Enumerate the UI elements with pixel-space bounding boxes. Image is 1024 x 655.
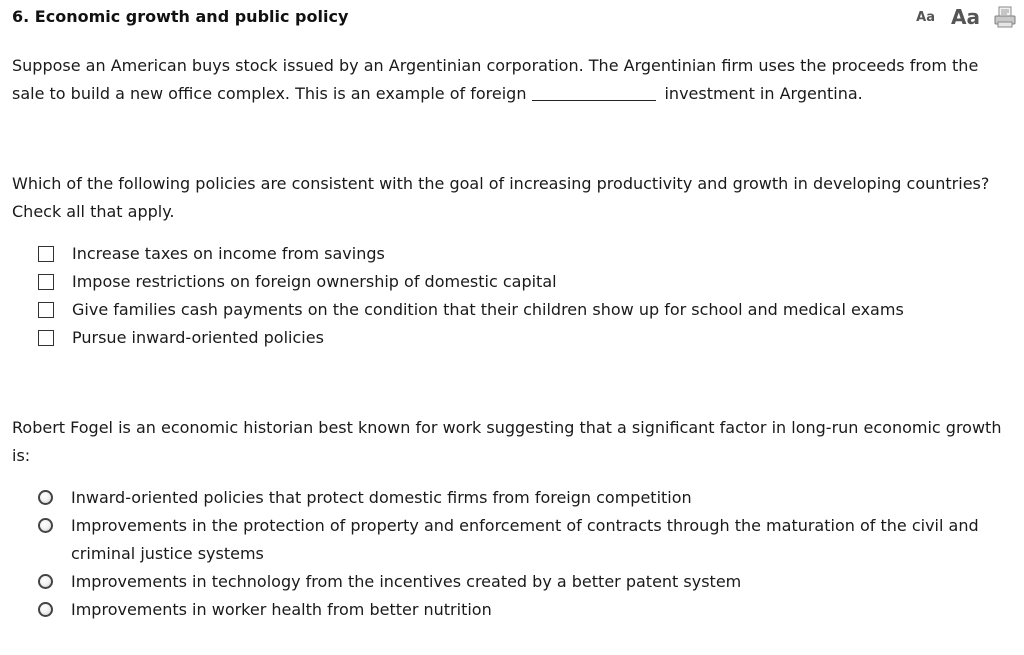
increase-font-button[interactable]: Aa [951,5,980,29]
q2-option-3[interactable] [38,296,1008,324]
q2-options [38,240,1008,352]
q3-option-label: Improvements in the protection of property and enforcement of contracts through the maturation of the civil and criminal justice systems [71,516,979,563]
q3-option-1[interactable] [38,484,1008,512]
q3-option-3[interactable] [38,568,1008,596]
q2-option-2[interactable] [38,268,1008,296]
question-header [12,6,1016,30]
q3-prompt: Robert Fogel is an economic historian best known for work suggesting that a significant factor in long-run economic growth is: [12,418,1002,465]
q3-option-label: Improvements in technology from the incentives created by a better patent system [71,572,742,591]
print-icon[interactable] [994,6,1016,28]
q2-option-label: Increase taxes on income from savings [72,244,385,263]
q3-option-4[interactable] [38,596,1008,624]
q2-option-4[interactable] [38,324,1008,352]
q3-options [38,484,1008,624]
radio-button[interactable] [38,602,53,617]
checkbox[interactable] [38,330,54,346]
q2-option-label: Give families cash payments on the condition that their children show up for school and medical exams [72,300,904,319]
checkbox[interactable] [38,246,54,262]
font-size-controls [916,6,1016,28]
question-title: 6. Economic growth and public policy [12,7,349,26]
decrease-font-button[interactable]: Aa [916,10,936,25]
radio-button[interactable] [38,490,53,505]
q2-prompt: Which of the following policies are consistent with the goal of increasing productivity and growth in developing countries? Check all that apply. [12,174,990,221]
checkbox[interactable] [38,302,54,318]
q3-option-label: Inward-oriented policies that protect domestic firms from foreign competition [71,488,692,507]
q1-text [12,52,1012,108]
q2-option-label: Pursue inward-oriented policies [72,328,324,347]
radio-button[interactable] [38,574,53,589]
q2-option-1[interactable] [38,240,1008,268]
checkbox[interactable] [38,274,54,290]
q3-option-2[interactable] [38,512,1008,568]
q1-text-after: investment in Argentina. [664,84,863,103]
q3-option-label: Improvements in worker health from better nutrition [71,600,492,619]
q1-blank-field[interactable] [532,82,656,101]
radio-button[interactable] [38,518,53,533]
q1-text-before: Suppose an American buys stock issued by an Argentinian corporation. The Argentinian firm uses the proceeds from the sale to build a new office complex. This is an example of foreign [12,56,979,103]
q2-option-label: Impose restrictions on foreign ownership of domestic capital [72,272,557,291]
